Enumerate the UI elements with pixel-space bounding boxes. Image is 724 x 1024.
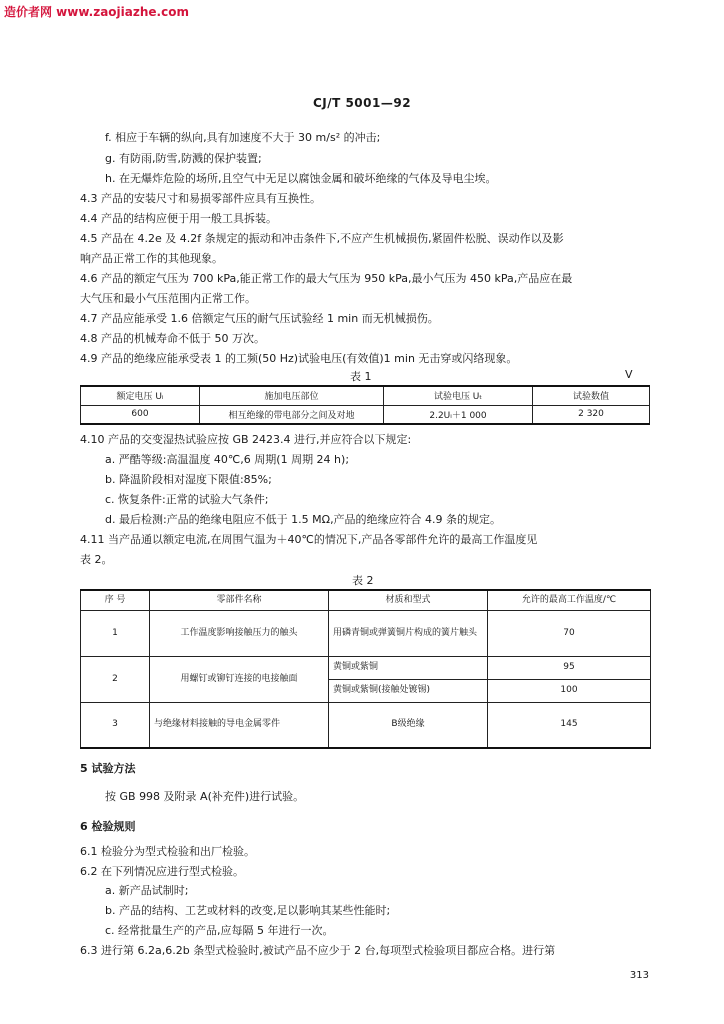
t2-cell: 145 — [488, 702, 651, 748]
t2-cell: 70 — [488, 610, 651, 656]
t2-cell: 100 — [488, 679, 651, 702]
page-header: CJ/T 5001—92 — [312, 96, 412, 110]
clause-4-10-c: c. 恢复条件:正常的试验大气条件; — [105, 493, 269, 506]
t1-cell: 相互绝缘的带电部分之间及对地 — [200, 405, 384, 424]
t2-cell: 黄铜或紫铜(接触处镀锡) — [329, 679, 488, 702]
t1-cell: 2.2Uᵢ＋1 000 — [384, 405, 533, 424]
clause-4-9: 4.9 产品的绝缘应能承受表 1 的工频(50 Hz)试验电压(有效值)1 min 无击穿或闪络现象。 — [80, 352, 518, 365]
section-5-text: 按 GB 998 及附录 A(补充件)进行试验。 — [105, 790, 305, 803]
t2-cell: 2 — [81, 656, 150, 702]
t1-cell: 2 320 — [533, 405, 650, 424]
t2-cell: 黄铜或紫铜 — [329, 656, 488, 679]
section-6-heading: 6 检验规则 — [80, 820, 136, 833]
clause-g: g. 有防雨,防雪,防溅的保护装置; — [105, 152, 262, 165]
clause-4-10-d: d. 最后检测:产品的绝缘电阻应不低于 1.5 MΩ,产品的绝缘应符合 4.9 条的规定。 — [105, 513, 502, 526]
page-number: 313 — [629, 970, 649, 981]
clause-6-2-c: c. 经常批量生产的产品,应每隔 5 年进行一次。 — [105, 924, 334, 937]
clause-4-8: 4.8 产品的机械寿命不低于 50 万次。 — [80, 332, 265, 345]
t2-header: 允许的最高工作温度/℃ — [488, 590, 651, 610]
t2-cell: 工作温度影响接触压力的触头 — [150, 610, 329, 656]
clause-4-11-cont: 表 2。 — [80, 553, 113, 566]
table1-unit: V — [625, 368, 633, 381]
t2-cell: 与绝缘材料接触的导电金属零件 — [150, 702, 329, 748]
section-5-heading: 5 试验方法 — [80, 762, 136, 775]
clause-4-11: 4.11 当产品通以额定电流,在周围气温为＋40℃的情况下,产品各零部件允许的最高工作温度见 — [80, 533, 538, 546]
clause-4-3: 4.3 产品的安装尺寸和易损零部件应具有互换性。 — [80, 192, 321, 205]
table1-caption: 表 1 — [350, 370, 372, 383]
table2-caption: 表 2 — [352, 574, 374, 587]
t2-header: 材质和型式 — [329, 590, 488, 610]
t1-header: 试验电压 Uₜ — [384, 386, 533, 405]
table-2 — [80, 589, 651, 749]
t1-header: 施加电压部位 — [200, 386, 384, 405]
clause-4-5-cont: 响产品正常工作的其他现象。 — [80, 252, 223, 265]
clause-6-2: 6.2 在下列情况应进行型式检验。 — [80, 865, 244, 878]
clause-4-6: 4.6 产品的额定气压为 700 kPa,能正常工作的最大气压为 950 kPa,最小气压为 450 kPa,产品应在最 — [80, 272, 573, 285]
clause-f: f. 相应于车辆的纵向,具有加速度不大于 30 m/s² 的冲击; — [105, 131, 381, 144]
clause-4-10: 4.10 产品的交变湿热试验应按 GB 2423.4 进行,并应符合以下规定: — [80, 433, 412, 446]
table-1 — [80, 385, 650, 425]
clause-h: h. 在无爆炸危险的场所,且空气中无足以腐蚀金属和破坏绝缘的气体及导电尘埃。 — [105, 172, 497, 185]
t2-cell: 用螺钉或铆钉连接的电接触面 — [150, 656, 329, 702]
clause-4-10-b: b. 降温阶段相对湿度下限值:85%; — [105, 473, 272, 486]
t2-cell: 1 — [81, 610, 150, 656]
clause-4-6-cont: 大气压和最小气压范围内正常工作。 — [80, 292, 256, 305]
clause-6-2-a: a. 新产品试制时; — [105, 884, 189, 897]
watermark: 造价者网 www.zaojiazhe.com — [4, 5, 189, 19]
clause-4-4: 4.4 产品的结构应便于用一般工具拆装。 — [80, 212, 277, 225]
t2-cell: 用磷青铜或弹簧铜片构成的簧片触头 — [329, 610, 488, 656]
clause-4-5: 4.5 产品在 4.2e 及 4.2f 条规定的振动和冲击条件下,不应产生机械损伤,紧固件松脱、误动作以及影 — [80, 232, 564, 245]
t2-cell: 95 — [488, 656, 651, 679]
clause-6-1: 6.1 检验分为型式检验和出厂检验。 — [80, 845, 255, 858]
t1-cell: 600 — [81, 405, 200, 424]
t2-cell: B级绝缘 — [329, 702, 488, 748]
t2-cell: 3 — [81, 702, 150, 748]
clause-4-7: 4.7 产品应能承受 1.6 倍额定气压的耐气压试验经 1 min 而无机械损伤。 — [80, 312, 439, 325]
clause-4-10-a: a. 严酷等级:高温温度 40℃,6 周期(1 周期 24 h); — [105, 453, 350, 466]
t1-header: 试验数值 — [533, 386, 650, 405]
clause-6-2-b: b. 产品的结构、工艺或材料的改变,足以影响其某些性能时; — [105, 904, 391, 917]
t1-header: 额定电压 Uᵢ — [81, 386, 200, 405]
t2-header: 零部件名称 — [150, 590, 329, 610]
t2-header: 序 号 — [81, 590, 150, 610]
clause-6-3: 6.3 进行第 6.2a,6.2b 条型式检验时,被试产品不应少于 2 台,每项型式检验项目都应合格。进行第 — [80, 944, 556, 957]
